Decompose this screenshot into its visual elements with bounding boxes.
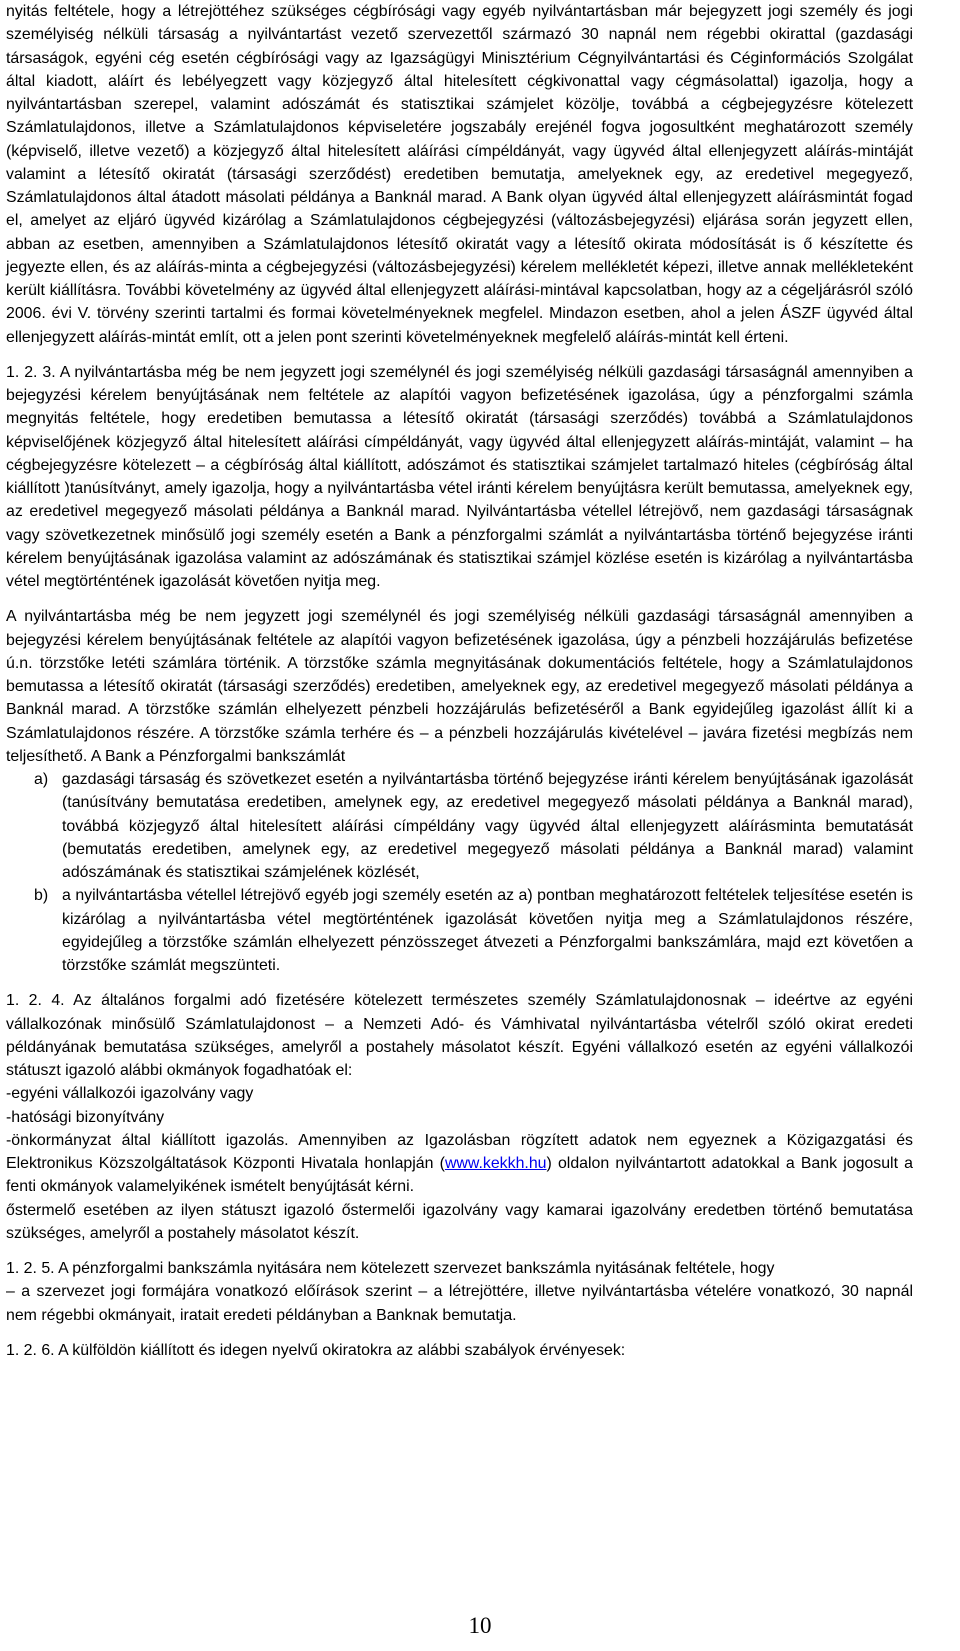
option-text: -önkormányzat által kiállított igazolás. Amennyiben az Igazolásban rögzített adatok nem egyeznek a Közigazgatási és Elektronikus Közszolgáltatások Központi Hivatala honlapján ( bbox=[6, 1131, 913, 1172]
list-item-b bbox=[6, 884, 913, 977]
document-option: -hatósági bizonyítvány bbox=[6, 1108, 165, 1126]
paragraph-1-2-4-intro: 1. 2. 4. Az általános forgalmi adó fizetésére kötelezett természetes személy Számlatulajdonosnak – ideértve az egyéni vállalkozónak minősülő Számlatulajdonost – a Nemzeti Adó- és Vámhivatal nyilvántartásba vételről szóló okirat eredeti példányának bemutatása szükséges, amelyről a postahely másolatot készít. Egyéni vállalkozó esetén az egyéni vállalkozói státuszt igazoló alábbi okmányok fogadhatóak el: bbox=[6, 992, 913, 1079]
paragraph-1-2-5-dash: – a szervezet jogi formájára vonatkozó előírások szerint – a létrejöttére, illetve nyilvántartásba vételére vonatkozó, 30 napnál nem régebbi okmányait, iratait eredeti példányban a Banknak bemutatja. bbox=[6, 1283, 913, 1324]
paragraph-1-2-5-intro: 1. 2. 5. A pénzforgalmi bankszámla nyitására nem kötelezett szervezet bankszámla nyitásának feltétele, hogy bbox=[6, 1260, 775, 1277]
conditions-list bbox=[6, 768, 913, 977]
section-1-2-4 bbox=[6, 989, 913, 1245]
paragraph-1-2-6: 1. 2. 6. A külföldön kiállított és idegen nyelvű okiratokra az alábbi szabályok érvényesek: bbox=[6, 1341, 626, 1359]
kekkh-link[interactable]: www.kekkh.hu bbox=[444, 1155, 547, 1172]
paragraph-ostermelo: őstermelő esetében az ilyen státuszt igazoló őstermelői igazolvány vagy kamarai igazolvány eredetben történő bemutatása szükséges, amelyről a postahely másolatot készít. bbox=[6, 1201, 913, 1242]
document-option: -egyéni vállalkozói igazolvány vagy bbox=[6, 1085, 254, 1103]
list-item-text: a nyilvántartásba vétellel létrejövő egyéb jogi személy esetén az a) pontban meghatározott feltételek teljesítése esetén is kizárólag a nyilvántartásba vétel megtörténtének igazolását követően nyitja meg a Számlatulajdonos részére, egyidejűleg a törzstőke számlán elhelyezett pénzösszeget átvezeti a Pénzforgalmi bankszámlára, majd ezt követően a törzstőke számlát megszünteti. bbox=[62, 887, 913, 974]
section-1-2-5 bbox=[6, 1257, 913, 1327]
list-item-text: gazdasági társaság és szövetkezet esetén a nyilvántartásba történő bejegyzése iránti kérelem benyújtásának igazolását (tanúsítvány bemutatása eredetiben, amelynek egy, az eredetivel megegyező másolati példánya a Banknál marad), továbbá közjegyző által hitelesített aláírási címpéldány vagy ügyvéd által ellenjegyzett aláírásminta bemutatását (bemutatás eredetiben, amelynek egy, az eredetivel megegyező másolati példánya a Banknál marad) valamint adószámának és statisztikai számjelének közlését, bbox=[62, 771, 913, 881]
document-page bbox=[6, 0, 913, 1362]
list-marker: b) bbox=[34, 887, 49, 905]
list-marker: a) bbox=[34, 771, 49, 788]
document-option-last bbox=[6, 1129, 913, 1199]
list-item-a bbox=[6, 768, 913, 884]
option-text-cont: ) oldalon nyilvántartott adatokkal a Bank jogosult a fenti okmányok valamelyikének ismételt benyújtását kérni. bbox=[6, 1155, 913, 1196]
page-number: 10 bbox=[468, 1613, 492, 1638]
paragraph-1-2-3: 1. 2. 3. A nyilvántartásba még be nem jegyzett jogi személynél és jogi személyiség nélküli gazdasági társaságnál amennyiben a bejegyzési kérelem benyújtásának nem feltétele az alapítói vagyon befizetésének igazolása, úgy a pénzforgalmi számla megnyitás feltétele, hogy eredetiben bemutassa a létesítő okiratát (társasági szerződés) továbbá a Számlatulajdonos képviselőjének közjegyző által hitelesített aláírási címpéldányát, vagy ügyvéd által ellenjegyzett aláírás-mintáját, valamint – ha cégbejegyzésre kötelezett – a cégbíróság által kiállított, adószámot és statisztikai számjelet tartalmazó hiteles (cégbíróság által kiállított )tanúsítványt, amely igazolja, hogy a nyilvántartásba vétel iránti kérelem benyújtásra került bemutassa, amelyeknek egy, az eredetivel megegyező másolati példánya a Banknál marad. Nyilvántartásba vétellel létrejövő, nem gazdasági társaságnak vagy szövetkezetnek minősülő jogi személy esetén a Bank a pénzforgalmi számlát a nyilvántartásba történő bejegyzése iránti kérelem benyújtásának igazolása valamint az adószámának és statisztikai számjel közlése esetén is kizárólag a nyilvántartásba vétel megtörténtének igazolását követően nyitja meg. bbox=[6, 363, 913, 590]
paragraph-capital-account: A nyilvántartásba még be nem jegyzett jogi személynél és jogi személyiség nélküli gazdasági társaságnál amennyiben a bejegyzési kérelem benyújtásának feltétele az alapítói vagyon befizetésének igazolása, úgy a pénzbeli hozzájárulás befizetése ú.n. törzstőke letéti számlára történik. A törzstőke számla megnyitásának dokumentációs feltétele, hogy a Számlatulajdonos bemutassa a létesítő okiratát (társasági szerződés) eredetiben, amelyeknek egy, az eredetivel megegyező másolati példánya a Banknál marad. A törzstőke számlán elhelyezett pénzbeli hozzájárulás befizetéséről a Bank egyidejűleg igazolást állít ki a Számlatulajdonos részére. A törzstőke számla terhére és – a pénzbeli hozzájárulás kivételével – javára fizetési megbízás nem teljesíthető. A Bank a Pénzforgalmi bankszámlát bbox=[6, 608, 913, 765]
paragraph-account-opening-conditions: nyitás feltétele, hogy a létrejöttéhez szükséges cégbírósági vagy egyéb nyilvántartásban már bejegyzett jogi személy és jogi személyiség nélküli társaság a nyilvántartást vezető szervezettől származó 30 napnál nem régebbi okirattal (gazdasági társaságok, egyéni cég esetén cégbírósági vagy az Igazságügyi Minisztérium Cégnyilvántartási és Céginformációs Szolgálat által kiadott, aláírt és lebélyegzett vagy közjegyző által hitelesített cégkivonattal vagy cégmásolattal) igazolja, hogy a nyilvántartásban szerepel, valamint adószámát és statisztikai számjelet közölje, továbbá a cégbejegyzésre kötelezett Számlatulajdonos, illetve a Számlatulajdonos képviseletére jogszabály erejénél fogva jogosultként meghatározott személy (képviselő, illetve vezető) a közjegyző által hitelesített aláírási címpéldányát, vagy ügyvéd által ellenjegyzett aláírás-mintáját valamint a létesítő okiratát (társasági szerződést) eredetiben bemutatja, amelyeknek egy, az eredetivel megegyező, Számlatulajdonos által átadott másolati példánya a Banknál marad. A Bank olyan ügyvéd által ellenjegyzett aláírásmintát fogad el, amelyet az eljáró ügyvéd kizárólag a Számlatulajdonos cégbejegyzési (változásbejegyzési) eljárása során jegyzett ellen, abban az esetben, amennyiben a Számlatulajdonos létesítő okiratát vagy a létesítő okirata módosítását is ő készítette és jegyezte ellen, és az aláírás-minta a cégbejegyzési (változásbejegyzési) kérelem mellékletét képezi, illetve annak mellékleteként került kiállításra. További követelmény az ügyvéd által ellenjegyzett aláírási-mintával kapcsolatban, hogy az a cégeljárásról szóló 2006. évi V. törvény szerinti tartalmi és formai követelményeknek megfelel. Mindazon esetben, ahol a jelen ÁSZF ügyvéd által ellenjegyzett aláírás-mintát említ, ott a jelen pont szerinti követelményeknek megfelelő aláírás-mintát kell érteni. bbox=[6, 3, 913, 346]
